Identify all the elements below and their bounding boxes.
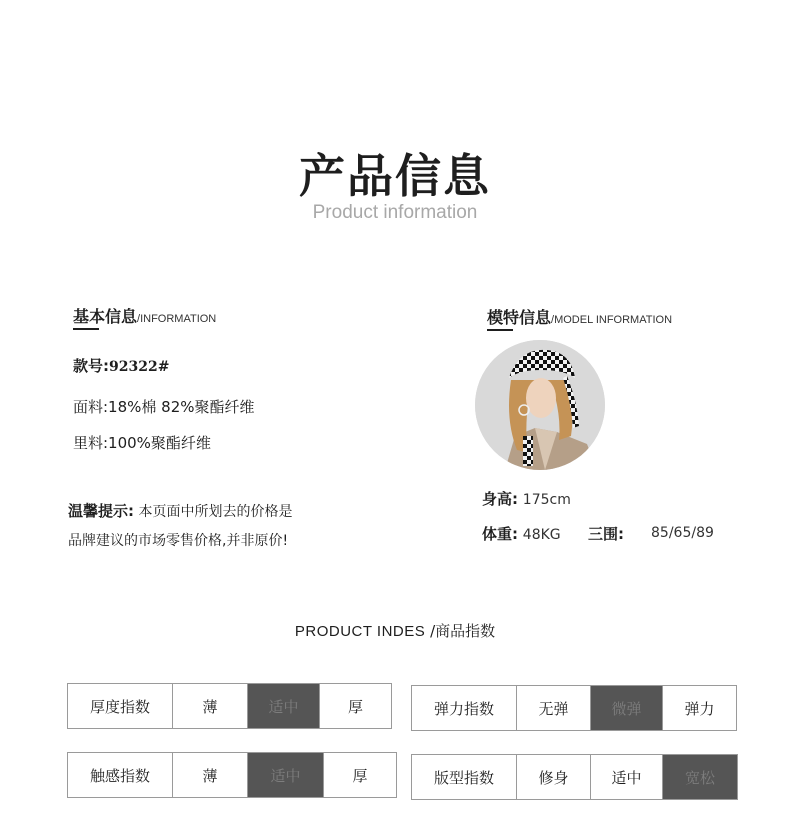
- index-option: 无弹: [517, 686, 591, 730]
- price-notice: [68, 497, 348, 556]
- index-option-selected: 适中: [248, 684, 320, 728]
- product-index-heading-en: PRODUCT INDES: [294, 623, 426, 640]
- fabric-composition: 面料:18%棉 82%聚酯纤维: [73, 398, 255, 416]
- index-option-selected: 微弹: [591, 686, 663, 730]
- model-avatar: [475, 340, 605, 470]
- product-index-heading-cn: /商品指数: [430, 622, 496, 640]
- index-option-selected: 适中: [248, 753, 324, 797]
- basic-info-heading-cn: 基本信息: [73, 307, 138, 326]
- thickness-index-bar: [67, 683, 392, 729]
- heading-underline: [73, 328, 99, 330]
- heading-underline: [487, 329, 513, 331]
- price-notice-label: 温馨提示:: [68, 502, 134, 520]
- fit-index-bar: [411, 754, 738, 800]
- model-measurements-value: 85/65/89: [651, 525, 714, 541]
- page-subtitle: Product information: [312, 202, 478, 223]
- elasticity-index-bar: [411, 685, 737, 731]
- model-info-heading-cn: 模特信息: [487, 308, 552, 327]
- style-number: [73, 355, 169, 376]
- index-option-selected: 宽松: [663, 755, 737, 799]
- price-notice-text: 本页面中所划去的价格是: [138, 504, 293, 520]
- style-number-value: 92322#: [109, 359, 170, 375]
- index-label: 触感指数: [68, 753, 173, 797]
- model-photo-icon: [475, 340, 605, 470]
- index-option: 厚: [352, 766, 368, 785]
- model-weight-label: 体重:: [482, 525, 518, 543]
- model-weight-value: 48KG: [522, 527, 561, 543]
- style-number-label: 款号:: [73, 357, 109, 375]
- model-info-heading: [487, 305, 672, 328]
- index-option: 薄: [173, 753, 248, 797]
- model-info-heading-en: /MODEL INFORMATION: [551, 314, 673, 326]
- price-notice-text-2: 品牌建议的市场零售价格,并非原价!: [68, 533, 289, 549]
- index-label: 版型指数: [412, 755, 517, 799]
- index-option: 薄: [173, 684, 248, 728]
- index-option: 适中: [591, 755, 663, 799]
- model-height: [482, 488, 571, 509]
- index-label: 弹力指数: [412, 686, 517, 730]
- product-index-heading: [0, 620, 790, 641]
- model-weight: [482, 523, 561, 544]
- index-label: 厚度指数: [68, 684, 173, 728]
- model-height-value: 175cm: [522, 492, 571, 508]
- index-option: 厚: [347, 697, 363, 716]
- basic-info-heading: [73, 304, 216, 327]
- model-height-label: 身高:: [482, 490, 518, 508]
- model-measurements-label: 三围:: [588, 525, 624, 543]
- index-option: 弹力: [684, 699, 715, 718]
- basic-info-heading-en: /INFORMATION: [137, 313, 217, 325]
- page-title: 产品信息: [299, 149, 491, 203]
- lining-composition: 里料:100%聚酯纤维: [73, 434, 211, 452]
- index-option: 修身: [517, 755, 591, 799]
- touch-index-bar: [67, 752, 397, 798]
